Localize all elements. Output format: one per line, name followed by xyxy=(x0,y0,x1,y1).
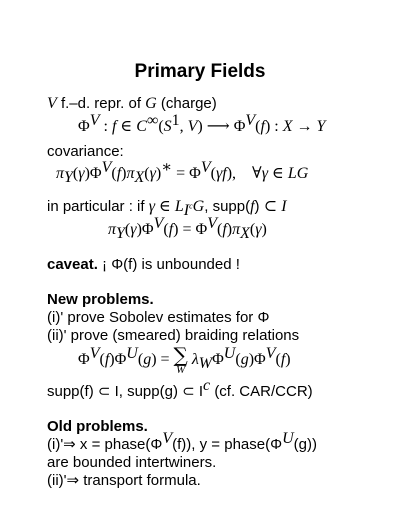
old-problem-1-cont: are bounded intertwiners. xyxy=(47,454,217,471)
support-text: supp(f) ⊂ I, supp(g) ⊂ I xyxy=(47,383,204,400)
new-problem-2: (ii)' prove (smeared) braiding relations xyxy=(47,327,300,344)
charge-line: V f.–d. repr. of G (charge) xyxy=(47,95,217,112)
covariance-formula: $\pi_Y(\gamma)\Phi^V(f)\pi_X(\gamma)^∗ = \Phi^V(\gamma f)$, ∀γ ∈ LG xyxy=(56,159,309,186)
in-particular-text: in particular : if xyxy=(47,198,145,215)
locality-formula: $\pi_Y(\gamma)\Phi^V(f) = \Phi^V(f)\pi_X(\gamma)$ xyxy=(108,215,267,242)
caveat-line xyxy=(47,256,240,274)
old-problem-1b: (f)), y = phase(Φ xyxy=(172,436,283,453)
covariance-label: covariance: xyxy=(47,143,124,160)
new-problems-heading: New problems. xyxy=(47,291,154,308)
old-problem-1a: (i)'⇒ x = phase(Φ xyxy=(47,436,163,453)
braiding-formula: $\Phi^V(f)\Phi^U(g)$ = ∑ W $\lambda_W\Phi^U(g)\Phi^V(f)$ xyxy=(78,343,291,377)
old-problem-2: (ii)'⇒ transport formula. xyxy=(47,472,201,489)
old-problem-1c: (g)) xyxy=(293,436,317,453)
in-particular-line: in particular : if γ ∈ $L_{I^c}G$, supp(f) ⊂ I xyxy=(47,198,287,219)
old-problems-heading: Old problems. xyxy=(47,418,148,435)
supp-text: , supp( xyxy=(204,198,251,215)
support-line: supp(f) ⊂ I, supp(g) ⊂ $I^c$ (cf. CAR/CCR) xyxy=(47,377,313,400)
slide-title: Primary Fields xyxy=(134,61,266,82)
sum-symbol: ∑ W xyxy=(173,343,188,377)
charge-tail: (charge) xyxy=(160,95,217,112)
caveat-text: ¡ Φ(f) is unbounded ! xyxy=(102,256,240,273)
field-definition-formula: $\Phi^V$ : f ∈ $C^\infty(S^1$, V) ⟶ $\Phi^V(f)$ : X → Y xyxy=(78,112,326,135)
charge-text: f.–d. repr. of xyxy=(60,95,141,112)
support-tail: (cf. CAR/CCR) xyxy=(214,383,313,400)
caveat-label: caveat. xyxy=(47,256,98,273)
old-problem-1: (i)'⇒ $x = phase(\Phi^V(f))$, $y = phase(\Phi^U(g))$ xyxy=(47,430,317,453)
new-problem-1: (i)' prove Sobolev estimates for Φ xyxy=(47,309,270,326)
